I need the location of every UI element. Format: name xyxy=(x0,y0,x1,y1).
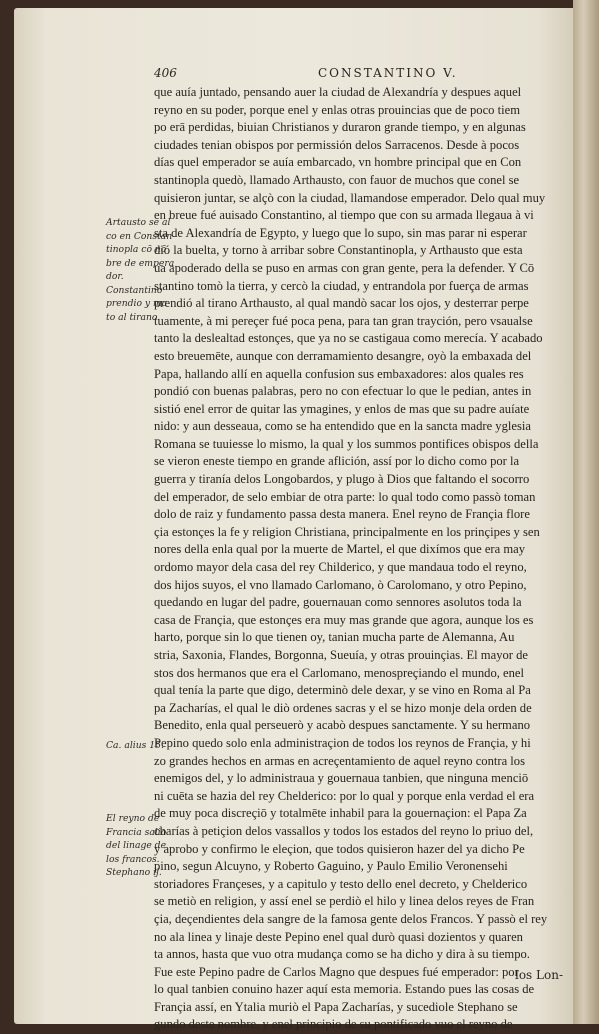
margin-note-line: del linage de xyxy=(106,840,167,851)
text-line: pondió con buenas palabras, pero no con efectuar lo que le pedian, antes in xyxy=(154,384,532,399)
text-line: del emperador, de selo embiar de otra parte: lo qual todo como passò toman xyxy=(154,489,536,504)
text-line: Papa, hallando allí en aquella confusion sus embaxadores: alos quales res xyxy=(154,366,524,381)
margin-note-line: los francos. xyxy=(106,853,160,865)
text-line: harto, porque sin lo que tienen oy, tanian mucha parte de Alemanna, Au xyxy=(154,630,515,645)
text-line: de muy poca discreçiō y totalmēte inhabil para la gouernaçion: el Papa Za xyxy=(154,806,527,821)
text-line: esto breuemēte, aunque con derramamiento desangre, oyò la embaxada del xyxy=(154,348,532,363)
catchword: los Lon- xyxy=(514,968,563,982)
margin-note-artausto xyxy=(106,216,175,324)
text-line: y aprobo y confirmo le eleçion, que todos quisieron hazer del ya dicho Pe xyxy=(154,841,525,856)
text-line: ciudades tenian obispos por permissión delos Sarracenos. Desde à pocos xyxy=(154,137,520,152)
margin-note-line: Francia salio xyxy=(106,826,167,838)
text-line: ordomo mayor dela casa del rey Childerico, y que mandaua todo el reyno, xyxy=(154,560,527,575)
margin-note-line: Stephano ij. xyxy=(106,867,162,878)
text-line: dos hijos suyos, el vno llamado Carlomano, ò Carolomano, y otro Pepino, xyxy=(154,577,527,592)
text-line: zo grandes hechos en armas en acreçentamiento de aquel reyno contra los xyxy=(154,753,525,768)
margin-note-line: tinopla cō nō xyxy=(106,244,167,255)
text-line: tanto la deslealtad estonçes, que ya no se castigaua como merecía. Y acabado xyxy=(154,331,543,346)
text-line: dolo de raiz y fundamento passa desta manera. Enel reyno de Françia flore xyxy=(154,507,530,522)
text-line: Romana se tuuiesse lo mismo, la qual y los summos pontifices obispos della xyxy=(154,436,539,451)
text-line: casa de Françia, que estonçes era muy mas grande que agora, aunque los es xyxy=(154,612,534,627)
running-title: CONSTANTINO V. xyxy=(318,66,458,80)
text-line: quisieron juntar, se alçò con la ciudad, llamandose emperador. Delo qual muy xyxy=(154,190,546,205)
text-line: se metiò en religion, y assí enel se perdiò el hilo y linea delos reyes de Fran xyxy=(154,894,535,909)
text-line: tuamente, à mi pereçer fué poca pena, para tan gran trayción, pero vsaualse xyxy=(154,313,533,328)
text-line: charías à petiçion delos vassallos y todos los estados del reyno lo priuo del, xyxy=(154,823,534,838)
text-line: qual tenía la parte que digo, determinò dele dexar, y se vino en Roma al Pa xyxy=(154,683,531,698)
text-line: en breue fué auisado Constantino, al tiempo que con su armada llegaua à vi xyxy=(154,208,534,223)
text-line: ua apoderado della se puso en armas con gran gente, pera la defender. Y Cō xyxy=(154,260,535,275)
text-line: stria, Saxonia, Flandes, Borgonna, Sueuía, y otras prouinçias. El mayor de xyxy=(154,648,529,662)
margin-note-line: dor. xyxy=(106,271,124,282)
text-line: sta de Alexandría de Egypto, y luego que lo supo, sin mas parar ni esperar xyxy=(154,225,527,240)
text-line: nores della enla qual por la muerte de Martel, el que dixímos que era may xyxy=(154,542,526,557)
main-text-block xyxy=(154,84,584,1034)
text-line: guerra y tiranía delos Longobardos, y plugo à Dios que faltando el socorro xyxy=(154,472,530,487)
margin-note-line: El reyno de xyxy=(106,813,160,824)
text-line: dió la buelta, y torno à arribar sobre Constantinopla, y Arthausto que esta xyxy=(154,243,523,258)
text-line: Françia assí, en Ytalia muriò el Papa Zacharías, y sucediole Stephano se xyxy=(154,999,518,1014)
text-line: stantino tomò la tierra, y cercò la ciudad, y entrandola por fuerça de armas xyxy=(154,278,529,293)
margin-note-ca-alius xyxy=(106,739,164,753)
text-line: lo qual tanbien conuino hazer aquí esta memoria. Estando pues las cosas de xyxy=(154,982,535,997)
margin-note-line: Ca. alius 15. xyxy=(106,740,164,751)
text-line: po erā perdidas, biuian Christianos y duraron grande tiempo, y en algunas xyxy=(154,120,526,135)
text-line: gundo deste nombre, y enel principio de su pontificado vuo el reyno de xyxy=(154,1017,513,1032)
text-line: que auía juntado, pensando auer la ciudad de Alexandría y despues aquel xyxy=(154,85,522,99)
text-line: enemigos del, y lo administraua y gouernaua tanbien, que ninguna menciō xyxy=(154,771,529,786)
text-line: Fue este Pepino padre de Carlos Magno que despues fué emperador: por xyxy=(154,964,519,979)
margin-note-reyno-francia xyxy=(106,812,167,880)
text-line: pa Zacharías, el qual le diò ordenes sacras y el se hizo monje dela orden de xyxy=(154,700,532,715)
text-line: ni cuēta se hazia del rey Chelderico: por lo qual y porque enla verdad el era xyxy=(154,788,535,803)
page-header xyxy=(0,66,599,86)
text-line: stantinopla quedò, llamado Arthausto, con fauor de muchos que conel se xyxy=(154,172,520,187)
text-line: pino, segun Alcuyno, y Roberto Gaguino, y Paulo Emilio Veronensehi xyxy=(154,859,508,874)
folio-number: 406 xyxy=(154,66,177,80)
margin-note-line: prendio y ma xyxy=(106,298,168,309)
text-line: stos dos hermanos que era el Carlomano, menospreçiando el mundo, enel xyxy=(154,665,525,680)
text-line: días quel emperador se auía embarcado, vn hombre principal que en Con xyxy=(154,155,522,170)
text-line: storiadores Françeses, y a capitulo y testo dello enel decreto, y Chelderico xyxy=(154,876,528,891)
text-line: nido: y aun desseaua, como se ha entendido que en la sancta madre yglesia xyxy=(154,419,531,434)
margin-note-line: bre de empera xyxy=(106,257,175,269)
text-line: reyno en su poder, porque enel y enlas otras prouincias que de poco tiem xyxy=(154,102,520,117)
text-line: se vieron eneste tiempo en grande aflición, assí por lo dicho como por la xyxy=(154,454,520,469)
margin-note-line: to al tirano. xyxy=(106,311,161,323)
text-line: ta annos, hasta que vuo otra mudança como se ha dicho y dira à su tiempo. xyxy=(154,947,530,962)
text-line: Benedito, enla qual perseuerò y acabò despues sanctamente. Y su hermano xyxy=(154,718,531,733)
text-line: prendió al tirano Arthausto, al qual mandò sacar los ojos, y desterrar perpe xyxy=(154,296,529,311)
text-line: no ala linea y linaje deste Pepino enel qual durò quasi dozientos y quaren xyxy=(154,929,523,944)
text-line: çia estonçes la fe y religion Christiana, principalmente en los prinçipes y sen xyxy=(154,524,540,539)
text-line: Pepino quedo solo enla administraçion de todos los reynos de Françia, y hi xyxy=(154,735,531,750)
text-line: çia, deçendientes dela sangre de la famosa gente delos Francos. Y passò el rey xyxy=(154,911,548,926)
text-line: quedando en lugar del padre, gouernauan como sennores asolutos toda la xyxy=(154,595,522,610)
margin-note-line: co en Constan xyxy=(106,230,173,242)
margin-note-line: Constantino xyxy=(106,284,163,296)
text-line: sistió enel error de quitar las ymagines, y enlos de mas que su padre auíate xyxy=(154,401,530,416)
margin-note-line: Artausto se al xyxy=(106,217,171,228)
